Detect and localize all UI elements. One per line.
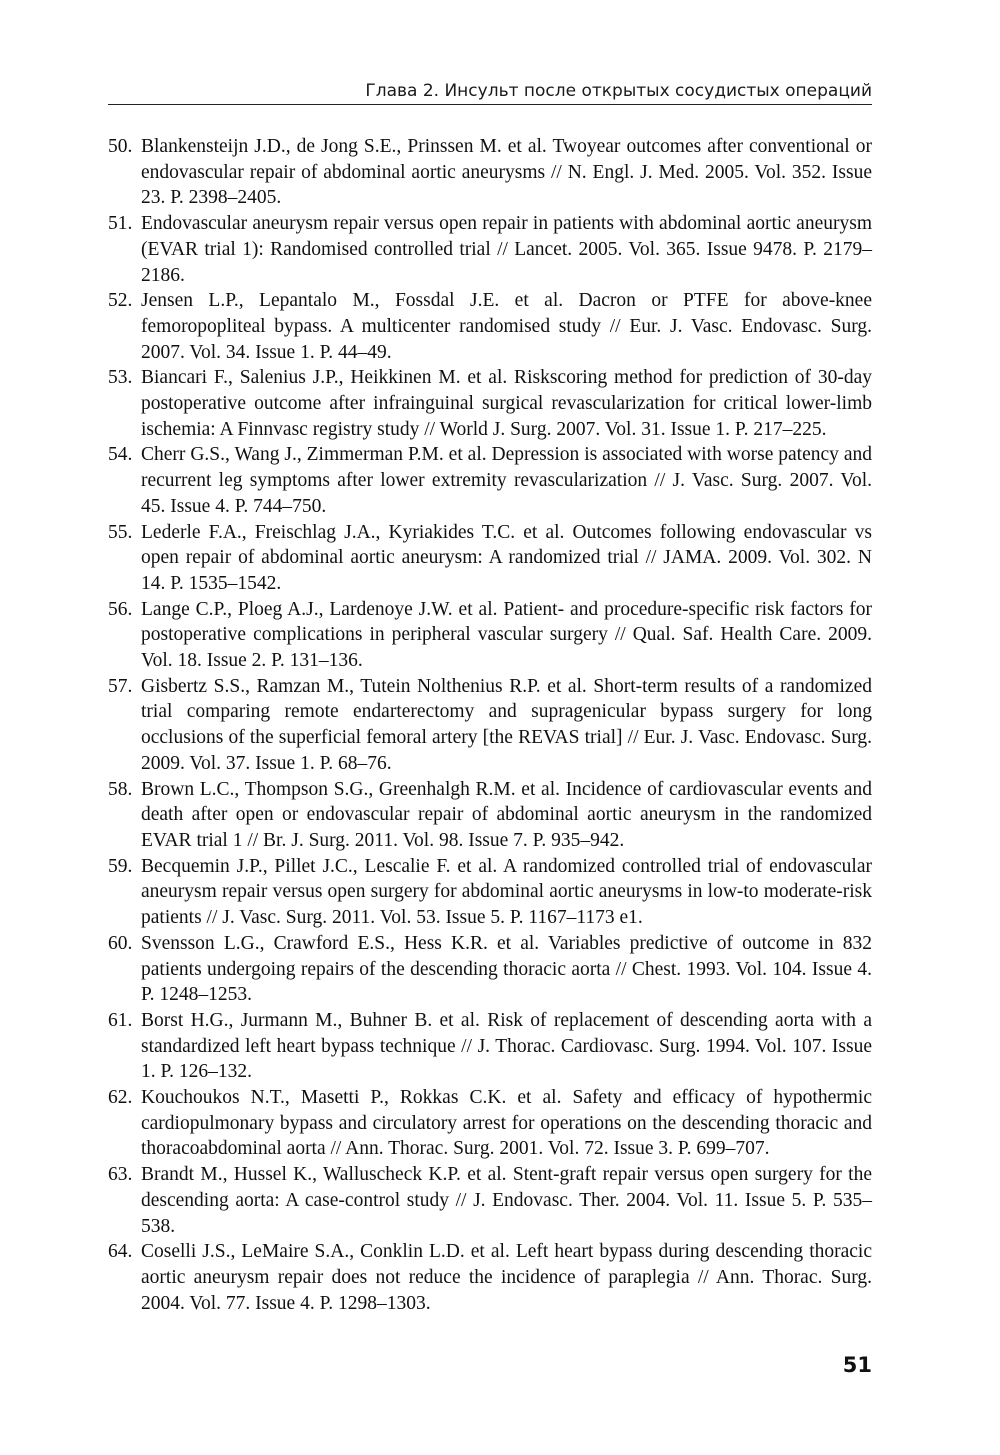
reference-number: 62. — [108, 1087, 133, 1109]
reference-item — [108, 520, 872, 597]
reference-text: Becquemin J.P., Pillet J.C., Lescalie F. et al. A randomized controlled trial of endovascular aneurysm repair versus open surgery for abdominal aortic aneurysms in low-to moderate-risk patients // J. Vasc. Surg. 2011. Vol. 53. Issue 5. P. 1167–1173 e1. — [141, 855, 872, 929]
reference-text: Endovascular aneurysm repair versus open repair in patients with abdominal aortic aneurysm (EVAR trial 1): Randomised controlled trial // Lancet. 2005. Vol. 365. Issue 9478. P. 2179–2186. — [141, 213, 872, 286]
reference-number: 57. — [108, 675, 133, 697]
reference-number: 53. — [108, 367, 133, 389]
reference-item — [108, 674, 872, 777]
reference-text: Lange C.P., Ploeg A.J., Lardenoye J.W. et al. Patient- and procedure-specific risk factors for postoperative complications in peripheral vascular surgery // Qual. Saf. Health Care. 2009. Vol. 18. Issue 2. P. 131–136. — [141, 598, 872, 672]
reference-text: Brown L.C., Thompson S.G., Greenhalgh R.M. et al. Incidence of cardiovascular events and death after open or endovascular repair of abdominal aortic aneurysm in the randomized EVAR trial 1 // Br. J. Surg. 2011. Vol. 98. Issue 7. P. 935–942. — [141, 778, 872, 851]
reference-text: Borst H.G., Jurmann M., Buhner B. et al. Risk of replacement of descending aorta with a standardized left heart bypass technique // J. Thorac. Cardiovasc. Surg. 1994. Vol. 107. Issue 1. P. 126–132. — [141, 1009, 872, 1083]
reference-number: 61. — [108, 1009, 133, 1031]
reference-number: 60. — [108, 932, 133, 954]
reference-item — [108, 288, 872, 365]
reference-text: Cherr G.S., Wang J., Zimmerman P.M. et al. Depression is associated with worse patency and recurrent leg symptoms after lower extremity revascularization // J. Vasc. Surg. 2007. Vol. 45. Issue 4. P. 744–750. — [141, 444, 872, 517]
reference-number: 55. — [108, 521, 133, 543]
reference-number: 50. — [108, 136, 133, 157]
reference-text: Svensson L.G., Crawford E.S., Hess K.R. et al. Variables predictive of outcome in 832 patients undergoing repairs of the descending thoracic aorta // Chest. 1993. Vol. 104. Issue 4. P. 1248–1253. — [141, 932, 872, 1006]
reference-item — [108, 1162, 872, 1239]
reference-item — [108, 365, 872, 442]
reference-number: 52. — [108, 290, 133, 312]
page-number: 51 — [842, 1353, 872, 1377]
reference-text: Coselli J.S., LeMaire S.A., Conklin L.D. et al. Left heart bypass during descending thoracic aortic aneurysm repair does not reduce the incidence of paraplegia // Ann. Thorac. Surg. 2004. Vol. 77. Issue 4. P. 1298–1303. — [141, 1241, 872, 1314]
reference-item — [108, 597, 872, 674]
reference-text: Brandt M., Hussel K., Walluscheck K.P. et al. Stent-graft repair versus open surgery for the descending aorta: A case-control study // J. Endovasc. Ther. 2004. Vol. 11. Issue 5. P. 535–538. — [141, 1164, 872, 1237]
reference-text: Blankensteijn J.D., de Jong S.E., Prinssen M. et al. Twoyear outcomes after conventional or endovascular repair of abdominal aortic aneurysms // N. Engl. J. Med. 2005. Vol. 352. Issue 23. P. 2398–2405. — [141, 136, 872, 209]
reference-number: 54. — [108, 444, 133, 466]
reference-list — [108, 134, 872, 1316]
reference-item — [108, 931, 872, 1008]
reference-text: Jensen L.P., Lepantalo M., Fossdal J.E. et al. Dacron or PTFE for above-knee femoropopliteal bypass. A multicenter randomised study // Eur. J. Vasc. Endovasc. Surg. 2007. Vol. 34. Issue 1. P. 44–49. — [141, 290, 872, 363]
reference-item — [108, 134, 872, 211]
running-head: Глава 2. Инсульт после открытых сосудистых операций — [365, 81, 872, 101]
reference-number: 64. — [108, 1241, 133, 1263]
reference-item — [108, 442, 872, 519]
reference-number: 58. — [108, 778, 133, 800]
reference-text: Gisbertz S.S., Ramzan M., Tutein Nolthenius R.P. et al. Short-term results of a randomized trial comparing remote endarterectomy and supragenicular bypass surgery for long occlusions of the superficial femoral artery [the REVAS trial] // Eur. J. Vasc. Endovasc. Surg. 2009. Vol. 37. Issue 1. P. 68–76. — [141, 675, 872, 774]
reference-item — [108, 854, 872, 931]
reference-text: Lederle F.A., Freischlag J.A., Kyriakides T.C. et al. Outcomes following endovascular vs open repair of abdominal aortic aneurysm: A randomized trial // JAMA. 2009. Vol. 302. N 14. P. 1535–1542. — [141, 521, 872, 594]
reference-number: 59. — [108, 855, 133, 877]
reference-text: Biancari F., Salenius J.P., Heikkinen M. et al. Riskscoring method for prediction of 30-day postoperative outcome after infrainguinal surgical revascularization for critical lower-limb ischemia: A Finnvasc registry study // World J. Surg. 2007. Vol. 31. Issue 1. P. 217–225. — [141, 367, 872, 440]
header-rule — [108, 104, 872, 105]
reference-number: 63. — [108, 1164, 133, 1186]
reference-number: 51. — [108, 213, 133, 235]
reference-item — [108, 1239, 872, 1316]
reference-number: 56. — [108, 598, 133, 620]
reference-item — [108, 777, 872, 854]
reference-item — [108, 1085, 872, 1162]
reference-text: Kouchoukos N.T., Masetti P., Rokkas C.K. et al. Safety and efficacy of hypothermic cardiopulmonary bypass and circulatory arrest for operations on the descending thoracic and thoracoabdominal aorta // Ann. Thorac. Surg. 2001. Vol. 72. Issue 3. P. 699–707. — [141, 1087, 872, 1160]
reference-item — [108, 1008, 872, 1085]
reference-item — [108, 211, 872, 288]
